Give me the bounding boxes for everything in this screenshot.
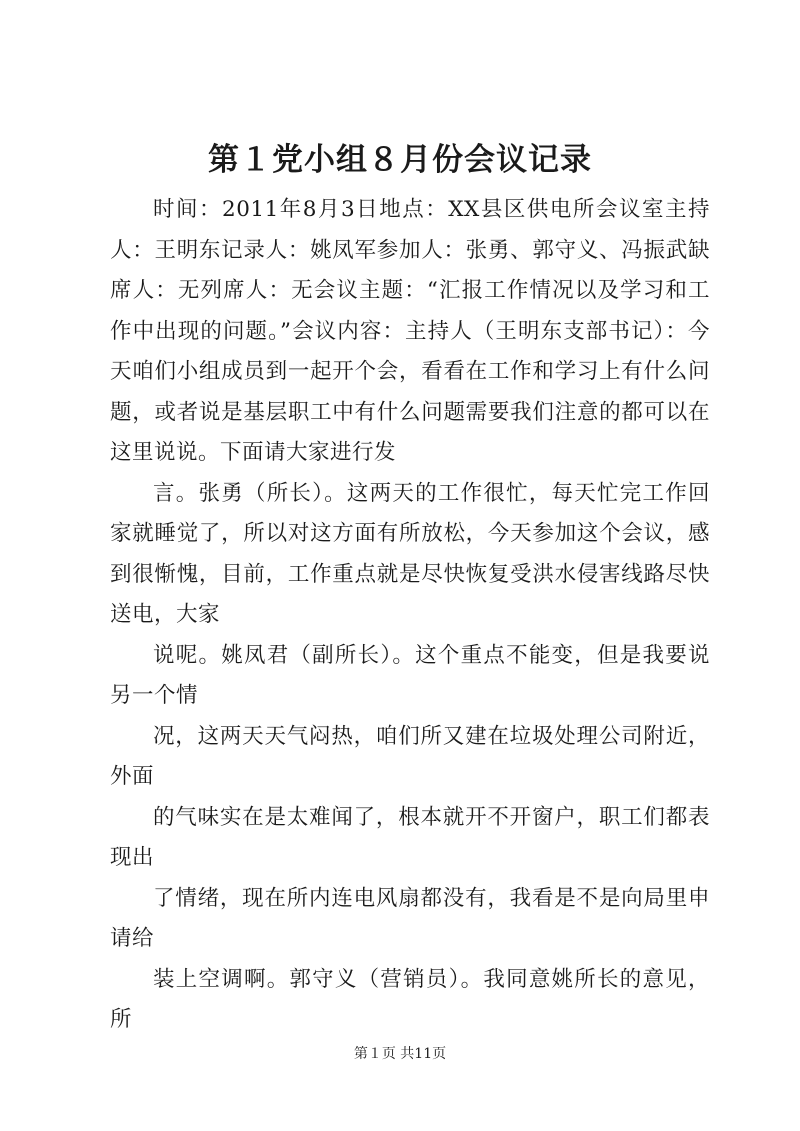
document-title: 第１党小组８月份会议记录 [208,142,592,178]
paragraph: 说呢。姚凤君（副所长）。这个重点不能变，但是我要说另一个情 [110,642,710,708]
paragraph: 装上空调啊。郭守义（营销员）。我同意姚所长的意见，所 [110,966,710,1032]
paragraph: 时间：2011年8月3日地点：XX县区供电所会议室主持人：王明东记录人：姚凤军参加人：张勇、郭守义、冯振武缺席人：无列席人：无会议主题：“汇报工作情况以及学习和工作中出现的问题。”会议内容：主持人（王明东支部书记）：今天咱们小组成员到一起开个会，看看在工作和学习上有什么问题，或者说是基层职工中有什么问题需要我们注意的都可以在这里说说。下面请大家进行发 [110,197,710,465]
page-footer: 第１页 共11页 [353,1046,447,1062]
paragraph: 的气味实在是太难闻了，根本就开不开窗户，职工们都表现出 [110,804,710,870]
paragraph: 了情绪，现在所内连电风扇都没有，我看是不是向局里申请给 [110,885,710,951]
document-body [110,190,710,1041]
paragraph: 言。张勇（所长）。这两天的工作很忙，每天忙完工作回家就睡觉了，所以对这方面有所放松，今天参加这个会议，感到很惭愧，目前，工作重点就是尽快恢复受洪水侵害线路尽快送电，大家 [110,480,710,627]
paragraph: 况，这两天天气闷热，咱们所又建在垃圾处理公司附近，外面 [110,723,710,789]
